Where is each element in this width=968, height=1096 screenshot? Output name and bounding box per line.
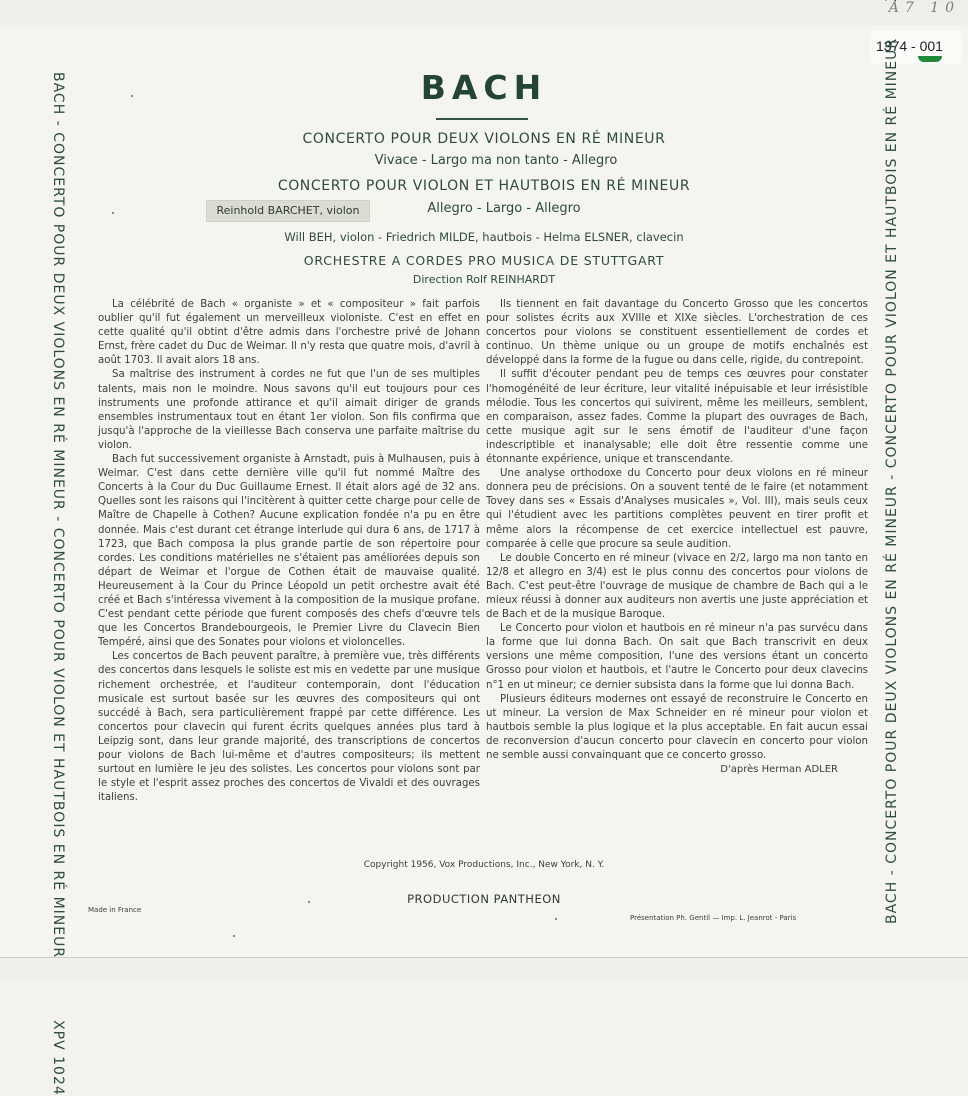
soloist-badge: Reinhold BARCHET, violon: [206, 200, 370, 222]
performers-line: Will BEH, violon - Friedrich MILDE, hautbois - Helma ELSNER, clavecin: [284, 230, 684, 244]
title-underline: [436, 118, 528, 120]
notes-paragraph: Ils tiennent en fait davantage du Concerto Grosso que les concertos pour solistes écrits aux XVIIIe et XIXe siècles. L'orchestration de ces concertos pour violons se constituent essentiellement de cordes et continuo. Un thème unique ou un groupe de motifs enchaînés est développé dans la forme de la fugue ou dans celle, rigide, du contrepoint.: [486, 299, 868, 367]
work-2-title: CONCERTO POUR VIOLON ET HAUTBOIS EN RÉ MINEUR: [277, 178, 691, 194]
spine-left-catalog-code: XPV 1024: [50, 1020, 66, 1096]
dust-speck: [112, 212, 114, 214]
notes-paragraph: Les concertos de Bach peuvent paraître, à première vue, très différents des concertos dans lesquels le soliste est mis en vedette par une musique richement orchestrée, et l'auditeur contemporain, dont l'éducation musicale est surtout basée sur les œuvres des compositeurs qui ont succédé à Bach, sera particulièrement frappé par cette différence. Les concertos pour clavecin qui furent écrits quelques années plus tard à Leipzig sont, dans leur grande majorité, des transcriptions de concertos pour violons de Bach lui-même et d'autres compositeurs; ils mettent surtout en lumière le jeu des solistes. Les concertos pour violons sont par le style et l'esprit assez proches des concertos de Vivaldi et des ouvrages italiens.: [98, 651, 480, 804]
dust-speck: [233, 935, 235, 937]
spine-right-catalog-code: [884, 0, 900, 2]
spine-left-title: BACH - CONCERTO POUR DEUX VIOLONS EN RÉ MINEUR - CONCERTO POUR VIOLON ET HAUTBOIS EN RÉ MINEUR: [50, 72, 66, 959]
dust-speck: [131, 95, 133, 97]
notes-paragraph: Sa maîtrise des instrument à cordes ne fut que l'un de ses multiples talents, mais non le moindre. Nous savons qu'il eut toujours pour ces instruments une profonde attirance et qu'il aimait diriger de grands ensembles instrumentaux tout en étant 1er violon. Son fils confirma que jusqu'à l'approche de la vieillesse Bach conserva une parfaite maîtrise du violon.: [98, 369, 480, 451]
made-in-label: Made in France: [88, 906, 142, 914]
notes-paragraph: Une analyse orthodoxe du Concerto pour deux violons en ré mineur donnera peu de précisions. On a souvent tenté de le faire (et notamment Tovey dans ses « Essais d'Analyses musicales », Vol. III), mais seuls ceux qui l'étudient avec les partitions complètes peuvent en tirer profit et même alors la récompense de cet exercice intellectuel est pauvre, comparée à celle que procure sa seule audition.: [486, 468, 868, 550]
work-1-movements: Vivace - Largo ma non tanto - Allegro: [374, 153, 618, 168]
printer-credit: Présentation Ph. Gentil — Imp. L. Jeanrot - Paris: [630, 914, 797, 922]
liner-notes-left-column: [98, 298, 480, 805]
orchestra-name: ORCHESTRE A CORDES PRO MUSICA DE STUTTGART: [303, 253, 665, 268]
notes-paragraph: Bach fut successivement organiste à Arnstadt, puis à Mulhausen, puis à Weimar. C'est dans cette dernière ville qu'il fut nommé Maître des Concerts à la Cour du Duc Guillaume Ernest. Il était alors agé de 32 ans. Quelles sont les raisons qui l'incitèrent à quitter cette charge pour celle de Maître de Chapelle à Cothen? Aucune explication fondée n'a pu en être donnée. Mais c'est durant cet étrange interlude qui dura 6 ans, de 1717 à 1723, que Bach composa la plus grande partie de son répertoire pour cordes. Les conditions matérielles ne s'étaient pas améliorées depuis son départ de Weimar et l'orgue de Cothen était de mauvaise qualité. Heureusement à la Cour du Prince Léopold un petit orchestre avait été créé et Bach s'intéressa vivement à la composition de la musique profane. C'est pendant cette période que furent composés des chefs d'œuvre tels que les Concertos Brandebourgeois, le Premier Livre du Clavecin Bien Tempéré, ainsi que des Sonates pour violons et violoncelles.: [98, 454, 480, 649]
notes-paragraph: La célébrité de Bach « organiste » et « compositeur » fait parfois oublier qu'il fut également un merveilleux violoniste. C'est en effet en cette qualité qu'il obtint d'être admis dans l'orchestre privé de Johann Ernst, frère cadet du Duc de Weimar. Il n'y resta que quatre mois, d'avril à août 1703. Il avait alors 18 ans.: [98, 299, 480, 367]
scan-top-edge: [0, 0, 968, 27]
composer-title: BACH: [420, 68, 548, 107]
production-label: PRODUCTION PANTHEON: [407, 892, 561, 906]
work-1-title: CONCERTO POUR DEUX VIOLONS EN RÉ MINEUR: [302, 131, 666, 147]
work-2-movements: Allegro - Largo - Allegro: [427, 201, 581, 216]
notes-paragraph: Le double Concerto en ré mineur (vivace en 2/2, largo ma non tanto en 12/8 et allegro en 3/4) est le plus connu des concertos pour violons de Bach. C'est peut-être l'ouvrage de musique de chambre de Bach qui a le mieux réussi à donner aux auditeurs non avertis une juste appréciation et de Bach et de la musique Baroque.: [486, 552, 868, 621]
dust-speck: [555, 918, 557, 920]
spine-right-title: BACH - CONCERTO POUR DEUX VIOLONS EN RÉ MINEUR - CONCERTO POUR VIOLON ET HAUTBOIS EN RÉ MINEUR: [884, 37, 900, 924]
dust-speck: [308, 901, 310, 903]
notes-paragraph: Le Concerto pour violon et hautbois en ré mineur n'a pas survécu dans la forme que lui donna Bach. On sait que Bach transcrivit en deux versions une même composition, l'une des versions étant un concerto Grosso pour violon et hautbois, et l'autre le Concerto pour deux clavecins n°1 en ut mineur; ce dernier subsista dans la forme que lui donna Bach.: [486, 623, 868, 691]
catalog-sticker-number: 1374 - 001: [876, 38, 943, 54]
notes-paragraph: Il suffit d'écouter pendant peu de temps ces œuvres pour constater l'homogénéité de leur écriture, leur vitalité inépuisable et leur irrésistible mélodie. Tous les concertos qui suivirent, même les meilleurs, semblent, en comparaison, assez fades. Comme la plupart des ouvrages de Bach, cette musique agit sur le sens émotif de l'auditeur d'une façon indescriptible et inanalysable; elle doit être ressentie comme une étonnante expérience, unique et transcendante.: [486, 369, 868, 466]
handwritten-note: A7 10: [888, 0, 960, 16]
copyright-notice: Copyright 1956, Vox Productions, Inc., New York, N. Y.: [363, 860, 605, 870]
conductor-line: Direction Rolf REINHARDT: [412, 273, 556, 286]
notes-paragraph: Plusieurs éditeurs modernes ont essayé de reconstruire le Concerto en ut mineur. La version de Max Schneider en ré mineur pour violon et hautbois semble la plus logique et la plus acceptable. En fait aucun essai de reconversion d'aucun concerto pour clavecin en concerto pour violon ne semble aussi convainquant que ce concerto grosso.: [486, 693, 868, 761]
liner-notes-right-column: [486, 298, 868, 777]
author-signature: D'après Herman ADLER: [720, 764, 838, 776]
scan-bottom-edge: [0, 957, 968, 981]
green-dot-icon: [918, 56, 942, 62]
spine-left: [50, 72, 66, 1096]
